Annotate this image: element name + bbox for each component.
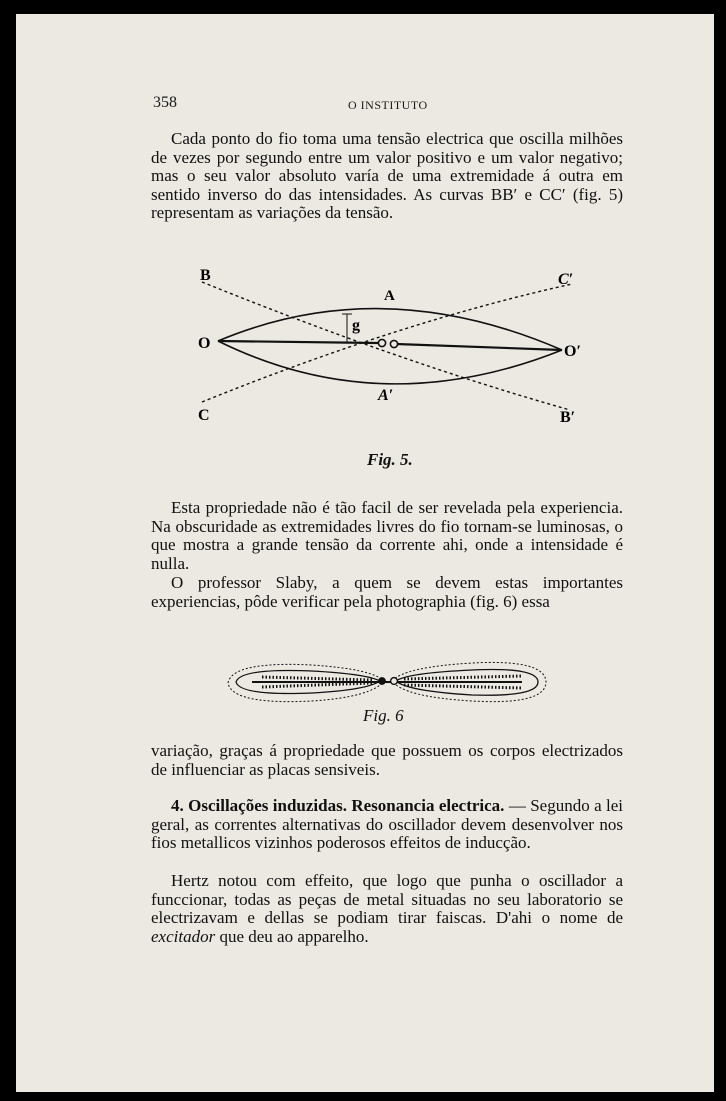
paragraph-hertz <box>151 872 623 946</box>
figure-6-diagram <box>222 655 552 710</box>
label-o: O <box>198 335 211 352</box>
figure-5-diagram <box>190 262 590 432</box>
label-a: A <box>384 288 395 304</box>
section-title: 4. Oscillações induzidas. Resonancia electrica. <box>171 796 505 815</box>
spark-ball-right <box>390 340 397 347</box>
page-number: 358 <box>153 94 177 111</box>
figure-5-caption: Fig. 5. <box>367 450 413 469</box>
figure-6-caption: Fig. 6 <box>363 706 404 725</box>
paragraph-variation: variação, graças á propriedade que possuem os corpos electrizados de influenciar as placas sensiveis. <box>151 741 623 779</box>
wire-left <box>218 341 378 343</box>
label-g: g <box>352 317 360 334</box>
label-b-prime: B′ <box>560 409 576 426</box>
paragraph-slaby: O professor Slaby, a quem se devem estas importantes experiencias, pôde verificar pela photographia (fig. 6) essa <box>151 573 623 611</box>
wire-right <box>396 344 562 350</box>
running-title: O INSTITUTO <box>348 98 428 112</box>
label-o-prime: O′ <box>564 343 581 360</box>
hertz-tail: que deu ao apparelho. <box>215 926 369 946</box>
spark-ball-left <box>378 339 385 346</box>
paragraph-tension: Cada ponto do fio toma uma tensão electrica que oscilla milhões de vezes por segundo entre um valor positivo e um valor negativo; mas o seu valor absoluto varía de uma extremidade á outra em sentido inverso do das intensidades. As curvas BB′ e CC′ (fig. 5) representam as variações da tensão. <box>151 129 623 223</box>
label-c: C <box>198 407 210 424</box>
label-b: B <box>200 267 211 284</box>
label-c-prime: C′ <box>558 271 574 288</box>
hertz-lead: Hertz notou com effeito, que logo que punha o oscillador a funccionar, todas as peças de metal situadas no seu laboratorio se electrizavam e dellas se podiam tirar faiscas. D'ahi o nome de <box>151 871 623 928</box>
paragraph-experience: Esta propriedade não é tão facil de ser revelada pela experiencia. Na obscuridade as extremidades livres do fio tornam-se luminosas, o que mostra a grande tensão da corrente ahi, onde a intensidade é nulla. <box>151 498 623 573</box>
hertz-italic-term: excitador <box>151 926 216 946</box>
paragraph-induced-oscillations <box>151 797 623 853</box>
label-a-prime: A′ <box>378 387 394 404</box>
section-body: — Segundo a lei geral, as correntes alternativas do oscillador devem desenvolver nos fios metallicos vizinhos poderosos effeitos de inducção. <box>151 796 623 853</box>
